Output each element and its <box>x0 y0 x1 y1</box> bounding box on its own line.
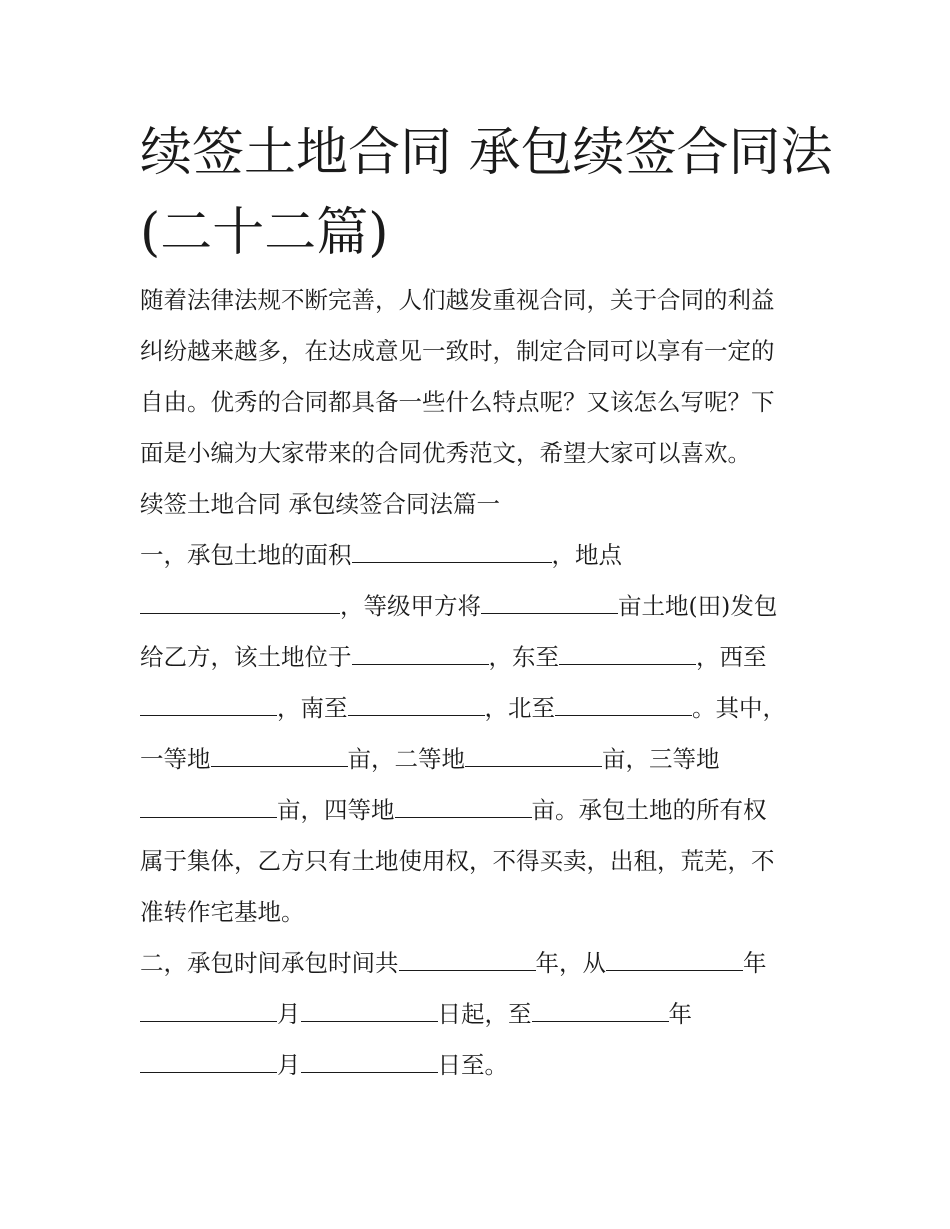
section-heading: 续签土地合同 承包续签合同法篇一 <box>140 490 500 518</box>
clause-text: ，西至 <box>696 643 767 671</box>
clause-text: 年，从 <box>535 949 606 977</box>
clause-1-line: 属于集体，乙方只有土地使用权，不得买卖，出租，荒芜，不 <box>140 847 775 875</box>
clause-2-line <box>140 989 820 1040</box>
end-month-blank <box>140 1054 277 1073</box>
clause-1-line <box>140 785 820 836</box>
clause-text: 一等地 <box>140 745 211 773</box>
clause-text: 给乙方，该土地位于 <box>140 643 352 671</box>
intro-line: 随着法律法规不断完善，人们越发重视合同，关于合同的利益 <box>140 286 775 314</box>
intro-paragraph <box>140 275 820 1091</box>
grade3-blank <box>140 799 277 818</box>
clause-1-line <box>140 581 820 632</box>
clause-text: 年 <box>743 949 767 977</box>
clause-2-line <box>140 1040 820 1091</box>
grade1-blank <box>211 748 348 767</box>
clause-text: 月 <box>277 1000 301 1028</box>
intro-line: 面是小编为大家带来的合同优秀范文，希望大家可以喜欢。 <box>140 439 751 467</box>
north-blank <box>555 697 692 716</box>
clause-text: ，地点 <box>551 541 622 569</box>
position-blank <box>352 646 489 665</box>
intro-line: 自由。优秀的合同都具备一些什么特点呢？又该怎么写呢？下 <box>140 388 775 416</box>
grade4-blank <box>395 799 532 818</box>
end-day-blank <box>301 1054 438 1073</box>
start-day-blank <box>301 1003 438 1022</box>
clause-text: ，等级甲方将 <box>340 592 481 620</box>
clause-text: 亩，二等地 <box>347 745 465 773</box>
document-title <box>140 113 833 273</box>
clause-1-line: 准转作宅基地。 <box>140 898 305 926</box>
clause-1-line <box>140 683 820 734</box>
area-blank <box>352 544 552 563</box>
clause-text: 月 <box>277 1051 301 1079</box>
clause-1-line <box>140 734 820 785</box>
clause-text: 亩，四等地 <box>277 796 395 824</box>
clause-text: 年 <box>668 1000 692 1028</box>
location-blank <box>140 595 340 614</box>
title-line-2: (二十二篇) <box>140 203 389 263</box>
mu-blank <box>481 595 618 614</box>
grade2-blank <box>465 748 602 767</box>
clause-text: 亩，三等地 <box>602 745 720 773</box>
east-blank <box>559 646 696 665</box>
clause-text: ，北至 <box>484 694 555 722</box>
start-year-blank <box>606 952 743 971</box>
start-month-blank <box>140 1003 277 1022</box>
west-blank <box>140 697 277 716</box>
south-blank <box>348 697 485 716</box>
years-blank <box>399 952 536 971</box>
clause-1-line <box>140 632 820 683</box>
clause-text: 亩土地(田)发包 <box>618 592 778 620</box>
clause-text: 一，承包土地的面积 <box>140 541 352 569</box>
clause-2-line <box>140 938 820 989</box>
clause-1-line <box>140 530 820 581</box>
title-line-1: 续签土地合同 承包续签合同法 <box>140 123 833 183</box>
clause-text: 日至。 <box>437 1051 508 1079</box>
clause-text: 亩。承包土地的所有权 <box>531 796 767 824</box>
clause-text: ，东至 <box>488 643 559 671</box>
intro-line: 纠纷越来越多，在达成意见一致时，制定合同可以享有一定的 <box>140 337 775 365</box>
clause-text: 二，承包时间承包时间共 <box>140 949 399 977</box>
clause-text: 日起，至 <box>437 1000 532 1028</box>
end-year-blank <box>532 1003 669 1022</box>
clause-text: ，南至 <box>277 694 348 722</box>
clause-text: 。其中， <box>692 694 786 722</box>
